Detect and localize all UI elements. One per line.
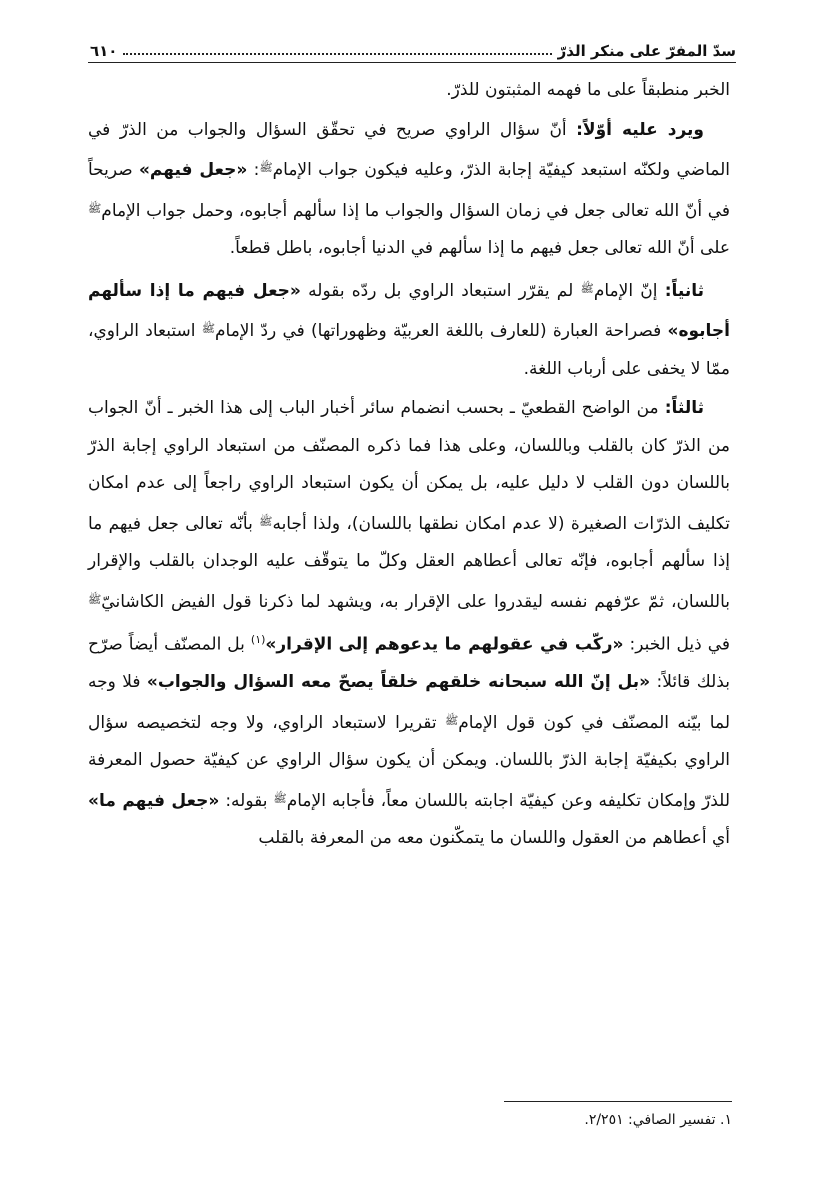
lead-second: ثانياً: bbox=[664, 280, 704, 301]
quote: «جعل فيهم ما إذا سألهم أجابوه» bbox=[88, 280, 730, 341]
running-title: سدّ المفرّ على منكر الذرّ bbox=[557, 42, 736, 60]
lead-third: ثالثاً: bbox=[664, 398, 704, 418]
paragraph-first-objection: ويرد عليه أوّلاً: أنّ سؤال الراوي صريح في تحقّق السؤال والجواب من الذرّ في الماضي ولكنّه استبعد كيفيّة إجابة الذرّ، وعليه فيكون جواب الإمام$^ﷺ$: «جعل فيهم» صريحاً في أنّ الله تعالى جعل في زمان السؤال والجواب ما إذا سألهم أجابوه، وحمل جواب الإمام$^ﷺ$ على أنّ الله تعالى جعل فيهم ما إذا سألهم في الدنيا أجابوه، باطل قطعاً. bbox=[88, 119, 730, 258]
footnote: ١. تفسير الصافي: ٢/٢٥١. bbox=[584, 1112, 732, 1128]
honorific-mark: ﷺ bbox=[273, 791, 287, 805]
honorific-mark: ﷺ bbox=[444, 713, 459, 727]
honorific-mark: ﷺ bbox=[259, 514, 273, 528]
honorific-mark: ﷺ bbox=[580, 281, 594, 295]
header-leader-dots bbox=[123, 53, 551, 55]
paragraph-third-objection: ثالثاً: من الواضح القطعيّ ـ بحسب انضمام سائر أخبار الباب إلى هذا الخبر ـ أنّ الجواب من الذرّ كان بالقلب وباللسان، وعلى هذا فما ذكره المصنّف من استبعاد الراوي إجابة الذرّ باللسان دون القلب لا دليل عليه، بل يمكن أن يكون استبعاد الراوي راجعاً إلى عدم امكان تكليف الذرّات الصغيرة (لا عدم امكان نطقها باللسان)، ولذا أجابه$^ﷺ$ بأنّه تعالى جعل فيهم ما إذا سألهم أجابوه، فإنّه تعالى أعطاهم العقل وكلّ ما يتوقّف عليه الوجدان بالقلب والإقرار باللسان، ثمّ عرّفهم نفسه ليقدروا على الإقرار به، ويشهد لما ذكرنا قول الفيض الكاشانيّ$^ﷺ$ في ذيل الخبر: «ركّب في عقولهم ما يدعوهم إلى الإقرار»$^{(١)}$ بل المصنّف أيضاً صرّح بذلك قائلاً: «بل إنّ الله سبحانه خلقهم خلقاً يصحّ معه السؤال والجواب» فلا وجه لما بيّنه المصنّف في كون قول الإمام$^ﷺ$ تقريرا لاستبعاد الراوي، ولا وجه لتخصيصه سؤال الراوي بكيفيّة إجابة الذرّ باللسان. ويمكن أن يكون سؤال الراوي عن كيفيّة حصول المعرفة للذرّ وإمكان تكليفه وعن كيفيّة اجابته باللسان معاً، فأجابه الإمام$^ﷺ$ بقوله: «جعل فيهم ما» أي أعطاهم من العقول واللسان ما يتمكّنون معه من المعرفة بالقلب bbox=[88, 398, 730, 849]
quote: «جعل فيهم» bbox=[138, 160, 248, 180]
paragraph-second-objection: ثانياً: إنّ الإمام$^ﷺ$ لم يقرّر استبعاد الراوي بل ردّه بقوله «جعل فيهم ما إذا سألهم أجابوه» فصراحة العبارة (للعارف باللغة العربيّة وظهوراتها) في ردّ الإمام$^ﷺ$ استبعاد الراوي، ممّا لا يخفى على أرباب اللغة. bbox=[88, 280, 730, 379]
lead-first: ويرد عليه أوّلاً: bbox=[576, 119, 704, 140]
honorific-mark: ﷺ bbox=[88, 201, 102, 215]
honorific-mark: ﷺ bbox=[201, 322, 215, 335]
honorific-mark: ﷺ bbox=[88, 592, 102, 606]
page-number: ٦١٠ bbox=[90, 42, 118, 60]
running-header bbox=[90, 34, 736, 60]
paragraph-continuation: الخبر منطبقاً على ما فهمه المثبتون للذرّ. bbox=[446, 80, 730, 100]
footnote-ref: (١) bbox=[250, 633, 266, 646]
honorific-mark: ﷺ bbox=[259, 161, 273, 174]
quote: «ركّب في عقولهم ما يدعوهم إلى الإقرار» bbox=[265, 634, 624, 655]
quote: «جعل فيهم ما» bbox=[88, 790, 220, 811]
footnote-rule bbox=[504, 1101, 732, 1102]
header-rule bbox=[88, 62, 736, 63]
main-text bbox=[88, 72, 730, 860]
quote: «بل إنّ الله سبحانه خلقهم خلقاً يصحّ معه السؤال والجواب» bbox=[146, 672, 651, 693]
